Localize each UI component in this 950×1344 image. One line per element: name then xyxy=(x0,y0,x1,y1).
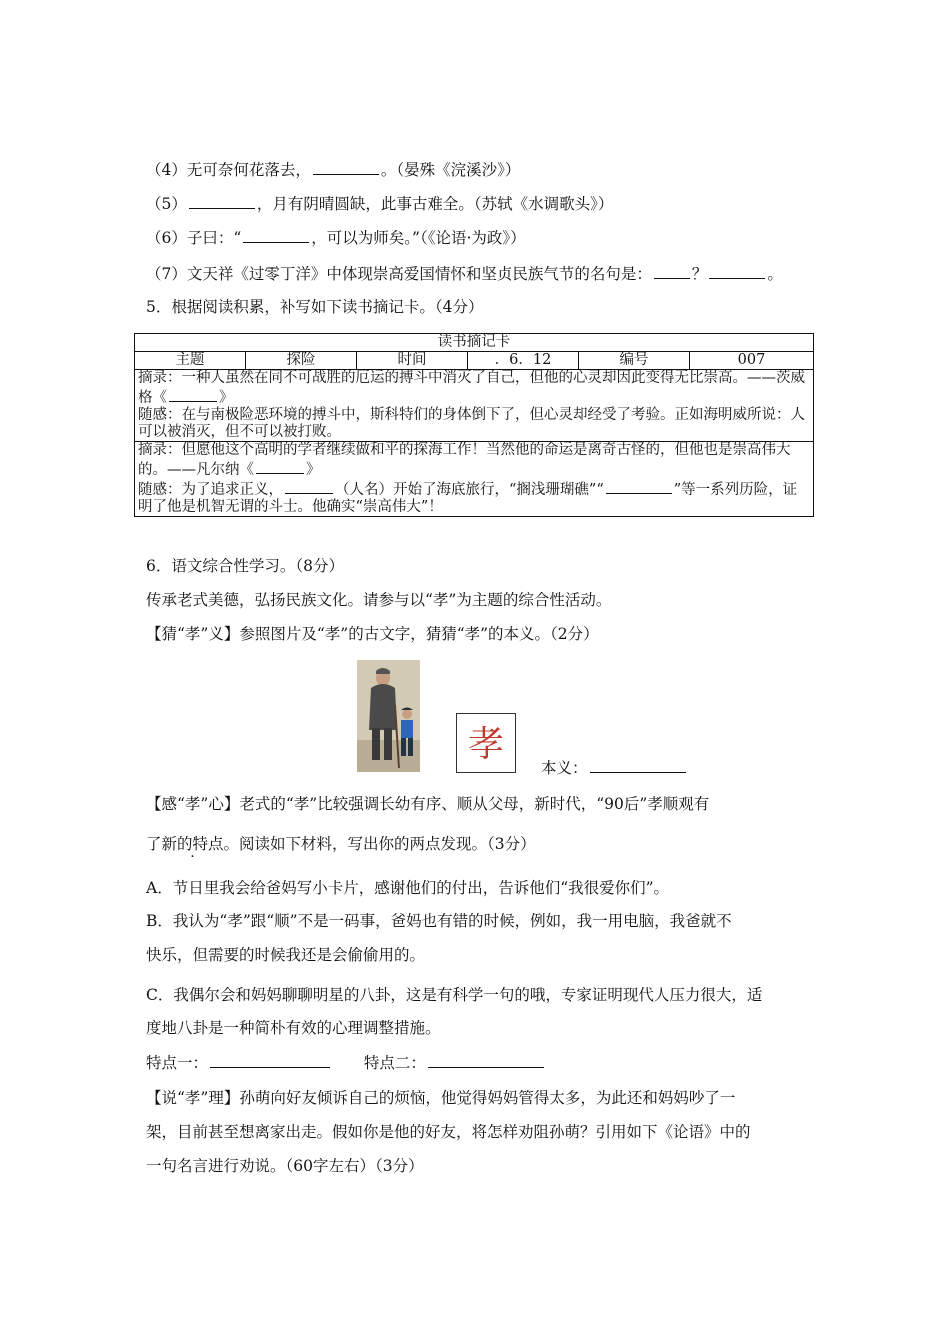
q4-item-5 xyxy=(146,194,613,214)
meta-label-theme: 主题 xyxy=(135,352,246,370)
q4-item-4-text: （4）无可奈何花落去， xyxy=(146,161,311,179)
entry-2-excerpt-text: 摘录：但愿他这个高明的学者继续做和平的探海工作！当然他的命运是离奇古怪的，但他也是崇高伟大的。——凡尔纳《 xyxy=(138,442,791,478)
feel-2-pre: 了 xyxy=(146,835,162,853)
answer-blank[interactable] xyxy=(285,479,333,494)
q4-item-7 xyxy=(146,264,783,284)
seal-glyph: 孝 xyxy=(467,724,505,765)
entry-1-excerpt xyxy=(138,370,810,407)
material-c-line-2: 度地八卦是一种简朴有效的心理调整措施。 xyxy=(146,1019,441,1037)
traits-line xyxy=(146,1053,546,1073)
meta-label-number: 编号 xyxy=(579,352,690,370)
entry-1-thought: 随感：在与南极险恶环境的搏斗中，斯科特们的身体倒下了，但心灵却经受了考验。正如海明威所说：人可以被消灭，但不可以被打败。 xyxy=(138,407,805,440)
answer-blank[interactable] xyxy=(243,228,309,243)
answer-blank[interactable] xyxy=(256,459,304,474)
q6-say-line-3: 一句名言进行劝说。（60字左右）（3分） xyxy=(146,1157,424,1175)
trait-2-label: 特点二： xyxy=(363,1054,426,1072)
q4-item-5-text: ，月有阴晴圆缺，此事古难全。（苏轼《水调歌头》） xyxy=(256,195,614,213)
entry-2-thought-b: （人名）开始了海底旅行，“搁浅珊瑚礁”“ xyxy=(335,482,604,498)
q4-item-5-num: （5） xyxy=(146,195,187,213)
entry-2-thought-c: ”等一系列历险，证明了他是机智无谓的斗士。他确实“崇高伟大”！ xyxy=(138,482,798,515)
q6-say-line-1: 【说“孝”理】孙萌向好友倾诉自己的烦恼，他觉得妈妈管得太多，为此还和妈妈吵了一 xyxy=(146,1089,736,1107)
q6-title: 6．语文综合性学习。（8分） xyxy=(146,557,344,575)
q4-item-6-source: ，可以为师矣。”（《论语·为政》） xyxy=(311,229,526,247)
card-entry-1 xyxy=(135,370,814,442)
emphasis-new-features: 新的特点 xyxy=(161,835,224,853)
reading-card xyxy=(134,333,814,517)
answer-blank[interactable] xyxy=(313,160,379,175)
card-header: 读书摘记卡 xyxy=(135,334,814,352)
q6-feel-line-2 xyxy=(146,834,536,854)
answer-blank[interactable] xyxy=(709,264,765,279)
q4-item-4-source: 。（晏殊《浣溪沙》） xyxy=(380,161,521,179)
q6-feel-line-1: 【感“孝”心】老式的“孝”比较强调长幼有序、顺从父母，新时代，“90后”孝顺观有 xyxy=(146,795,710,813)
material-c-line-1: C．我偶尔会和妈妈聊聊明星的八卦，这是有科学一句的哦，专家证明现代人压力很大，适 xyxy=(146,986,763,1004)
material-b-line-1: B．我认为“孝”跟“顺”不是一码事，爸妈也有错的时候，例如，我一用电脑，我爸就不 xyxy=(146,912,732,930)
meta-value-theme: 探险 xyxy=(246,352,357,370)
q4-item-6-text: （6）子曰：“ xyxy=(146,229,242,247)
answer-blank[interactable] xyxy=(606,479,672,494)
trait-1-blank[interactable] xyxy=(210,1053,330,1068)
feel-2-post: 。阅读如下材料，写出你的两点发现。（3分） xyxy=(223,835,536,853)
answer-blank[interactable] xyxy=(189,194,255,209)
ancient-character-seal xyxy=(456,713,516,773)
q5-title: 5．根据阅读积累，补写如下读书摘记卡。（4分） xyxy=(146,298,484,316)
card-meta-row xyxy=(135,352,814,370)
entry-1-excerpt-text: 摘录：一种人虽然在同不可战胜的厄运的搏斗中消灭了自己，但他的心灵却因此变得无比崇高。——茨威格《 xyxy=(138,370,805,406)
q4-item-7-period: 。 xyxy=(767,265,783,283)
benyi-label: 本义： xyxy=(541,759,588,777)
q6-intro: 传承老式美德，弘扬民族文化。请参与以“孝”为主题的综合性活动。 xyxy=(146,591,612,609)
benyi-answer-blank[interactable] xyxy=(590,758,686,773)
answer-blank[interactable] xyxy=(654,264,690,279)
q4-item-6 xyxy=(146,228,526,248)
q6-say-line-2: 架，目前甚至想离家出走。假如你是他的好友，将怎样劝阻孙萌？引用如下《论语》中的 xyxy=(146,1123,751,1141)
card-entry-2 xyxy=(135,442,814,517)
trait-1-label: 特点一： xyxy=(146,1054,209,1072)
q6-guess-prompt: 【猜“孝”义】参照图片及“孝”的古文字，猜猜“孝”的本义。（2分） xyxy=(146,625,599,643)
entry-2-excerpt xyxy=(138,442,810,479)
entry-1-excerpt-end: 》 xyxy=(219,390,234,406)
q4-item-4 xyxy=(146,160,520,180)
answer-blank[interactable] xyxy=(169,387,217,402)
entry-2-thought xyxy=(138,479,810,516)
elder-and-child-illustration xyxy=(357,660,420,772)
trait-2-blank[interactable] xyxy=(428,1053,544,1068)
q4-item-7-text: （7）文天祥《过零丁洋》中体现崇高爱国情怀和坚贞民族气节的名句是： xyxy=(146,265,652,283)
entry-2-thought-a: 随感：为了追求正义， xyxy=(138,482,283,498)
benyi-line xyxy=(541,758,688,778)
q4-item-7-question-mark: ？ xyxy=(691,265,708,283)
meta-value-time: ．6．12 xyxy=(468,352,579,370)
meta-value-number: 007 xyxy=(690,352,814,370)
meta-label-time: 时间 xyxy=(357,352,468,370)
material-a: A．节日里我会给爸妈写小卡片，感谢他们的付出，告诉他们“我很爱你们”。 xyxy=(146,879,670,897)
entry-2-excerpt-end: 》 xyxy=(306,462,321,478)
material-b-line-2: 快乐，但需要的时候我还是会偷偷用的。 xyxy=(146,946,426,964)
